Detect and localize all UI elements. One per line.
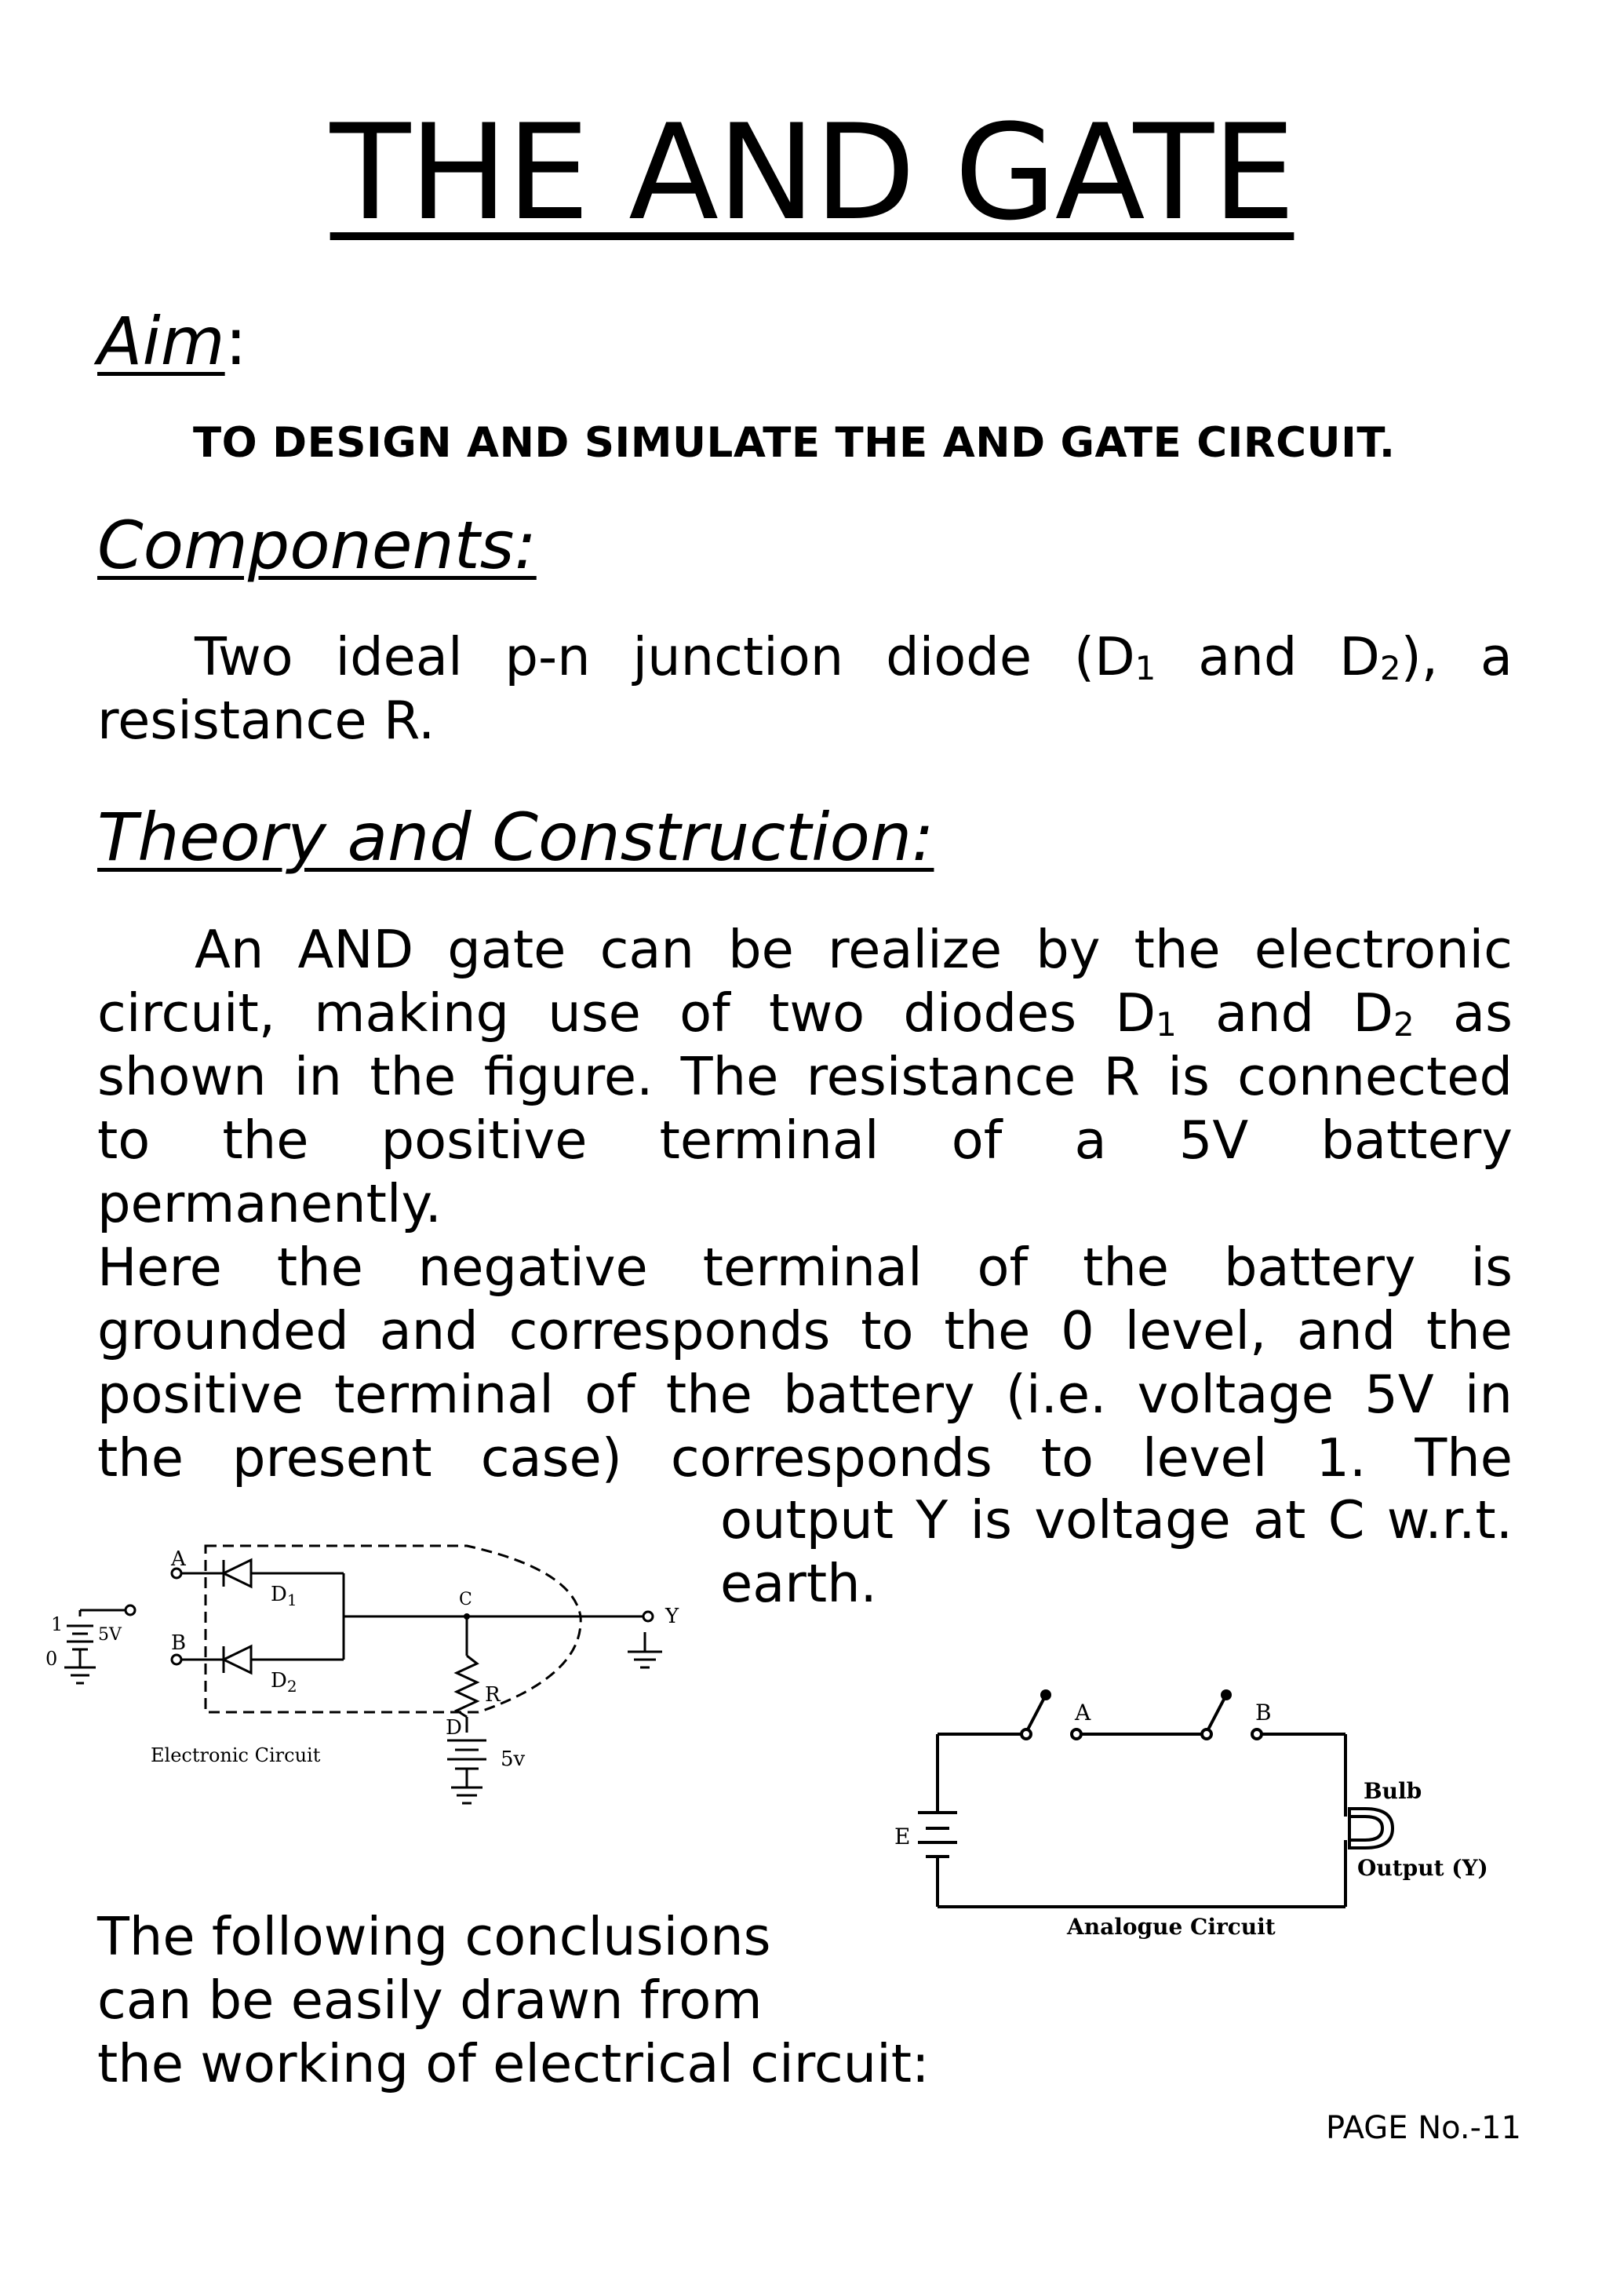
- theory-line: to the positive terminal of a 5V battery: [97, 1110, 1513, 1171]
- theory-line: the present case) corresponds to level 1. The: [97, 1427, 1513, 1489]
- components-line-2: resistance R.: [97, 690, 435, 751]
- bulb: [1349, 1809, 1393, 1848]
- switch-a-label: A: [1075, 1700, 1091, 1726]
- label-d: D: [446, 1716, 462, 1740]
- components-text-part: and D: [1156, 626, 1380, 687]
- theory-line: positive terminal of the battery (i.e. voltage 5V in: [97, 1364, 1513, 1425]
- label-d2: [271, 1669, 297, 1696]
- analogue-circuit-diagram: [879, 1671, 1488, 1962]
- theory-text-part: An AND gate can be realize by the electronic: [195, 919, 1513, 980]
- output-y-terminal: [643, 1612, 653, 1621]
- label-d2-sub: 2: [286, 1677, 297, 1696]
- electronic-circuit-caption: Electronic Circuit: [151, 1744, 321, 1766]
- aim-heading-colon: :: [224, 303, 247, 380]
- label-a: A: [171, 1547, 186, 1571]
- label-r: R: [485, 1683, 501, 1707]
- switch-a-contact: [1021, 1729, 1031, 1739]
- aim-heading-label: Aim: [97, 303, 225, 380]
- dashed-gate-outline: [206, 1546, 581, 1712]
- conclusion-text: [97, 1905, 930, 2096]
- components-text-part: ), a: [1400, 626, 1513, 687]
- theory-text-part: as: [1414, 982, 1513, 1044]
- diode-d2: [224, 1646, 251, 1673]
- switch-b-contact: [1202, 1729, 1211, 1739]
- switch-a-contact: [1072, 1729, 1081, 1739]
- label-d1-sub: 1: [286, 1591, 297, 1609]
- label-5v-left: 5V: [98, 1625, 122, 1645]
- conclusion-line: the working of electrical circuit:: [97, 2033, 930, 2094]
- theory-line: Here the negative terminal of the battery is: [97, 1237, 1513, 1298]
- subscript: 2: [1393, 1005, 1415, 1044]
- output-y-label: Output (Y): [1357, 1855, 1488, 1881]
- label-c: C: [459, 1590, 472, 1609]
- aim-text: TO DESIGN AND SIMULATE THE AND GATE CIRCUIT.: [193, 419, 1396, 467]
- bulb-label: Bulb: [1364, 1778, 1422, 1804]
- subscript: 1: [1134, 649, 1156, 687]
- components-line-1: [97, 625, 1513, 689]
- theory-text-part: and D: [1176, 982, 1394, 1044]
- label-d2-letter: D: [271, 1669, 287, 1693]
- components-heading-label: Components:: [97, 507, 537, 584]
- components-text-part: Two ideal p-n junction diode (D: [195, 626, 1135, 687]
- theory-heading-label: Theory and Construction:: [97, 799, 934, 876]
- theory-line: output Y is voltage at C w.r.t.: [720, 1489, 1513, 1551]
- theory-line: permanently.: [97, 1173, 442, 1234]
- switch-b-contact: [1252, 1729, 1262, 1739]
- aim-heading: [97, 302, 247, 381]
- theory-line: earth.: [720, 1553, 877, 1614]
- label-logic-0: 0: [46, 1648, 58, 1670]
- switch-b-label: B: [1255, 1700, 1272, 1726]
- subscript: 2: [1379, 649, 1401, 687]
- label-d1: [271, 1583, 297, 1609]
- components-text: [97, 625, 1513, 753]
- theory-text-continued: [720, 1489, 1513, 1616]
- label-b: B: [171, 1631, 187, 1655]
- switch-a-lever: [1028, 1695, 1046, 1729]
- theory-line: [97, 982, 1513, 1045]
- diode-d1: [224, 1560, 251, 1587]
- components-heading: [97, 506, 537, 585]
- analogue-circuit-caption: Analogue Circuit: [1067, 1914, 1276, 1940]
- label-d1-letter: D: [271, 1583, 287, 1606]
- input-b-terminal: [172, 1655, 181, 1664]
- theory-text: [97, 918, 1513, 1490]
- electronic-circuit-diagram: [31, 1538, 706, 1820]
- label-logic-1: 1: [51, 1613, 64, 1635]
- page-title: THE AND GATE: [330, 96, 1294, 250]
- battery-e-label: E: [894, 1824, 911, 1849]
- label-y: Y: [665, 1605, 679, 1628]
- page-number: PAGE No.-11: [1326, 2110, 1521, 2146]
- theory-heading: [97, 798, 934, 876]
- label-5v-bottom: 5v: [501, 1747, 526, 1771]
- theory-line: shown in the figure. The resistance R is connected: [97, 1046, 1513, 1107]
- theory-line: [97, 918, 1513, 982]
- switch-b-lever: [1208, 1695, 1226, 1729]
- subscript: 1: [1156, 1005, 1177, 1044]
- theory-text-part: circuit, making use of two diodes D: [97, 982, 1156, 1044]
- conclusion-line: The following conclusions: [97, 1906, 771, 1967]
- theory-line: grounded and corresponds to the 0 level, and the: [97, 1300, 1513, 1361]
- resistor-r: [457, 1656, 477, 1717]
- conclusion-line: can be easily drawn from: [97, 1970, 763, 2031]
